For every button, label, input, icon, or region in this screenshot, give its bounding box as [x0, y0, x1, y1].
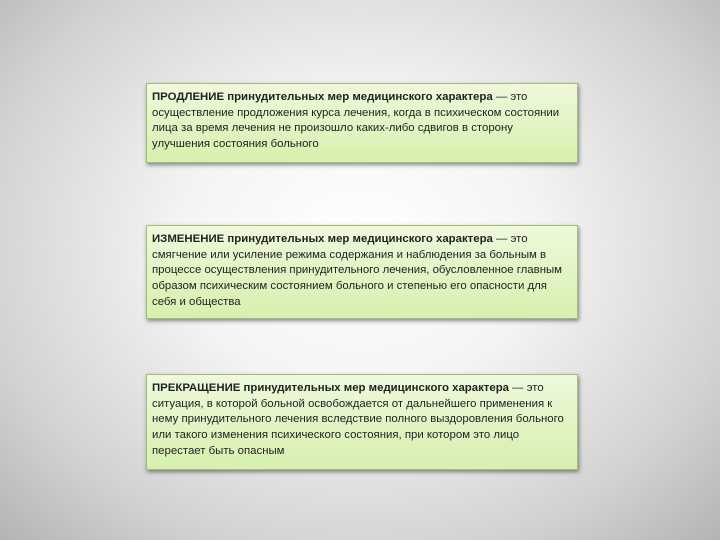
card-term: ПРЕКРАЩЕНИЕ принудительных мер медицинского характера: [152, 382, 509, 394]
definition-card-change: [146, 225, 578, 319]
card-definition: — это ситуация, в которой больной освобождается от дальнейшего применения к нему принудительного лечения вследствие полного выздоровления больного или такого изменения психического состояния, при котором это лицо перестает быть опасным: [152, 382, 564, 457]
card-definition: — это осуществление продложения курса лечения, когда в психическом состоянии лица за время лечения не произошло каких-либо сдвигов в сторону улучшения состояния больного: [152, 91, 560, 151]
definition-card-termination: [146, 374, 578, 470]
card-term: ИЗМЕНЕНИЕ принудительных мер медицинского характера: [152, 233, 493, 245]
card-definition: — это смягчение или усиление режима содержания и наблюдения за больным в процессе осуществления принудительного лечения, обусловленное главным образом психическим состоянием больного и степенью его опасности для себя и общества: [152, 233, 563, 308]
card-term: ПРОДЛЕНИЕ принудительных мер медицинского характера: [152, 91, 493, 103]
definition-card-prolongation: [146, 83, 578, 163]
